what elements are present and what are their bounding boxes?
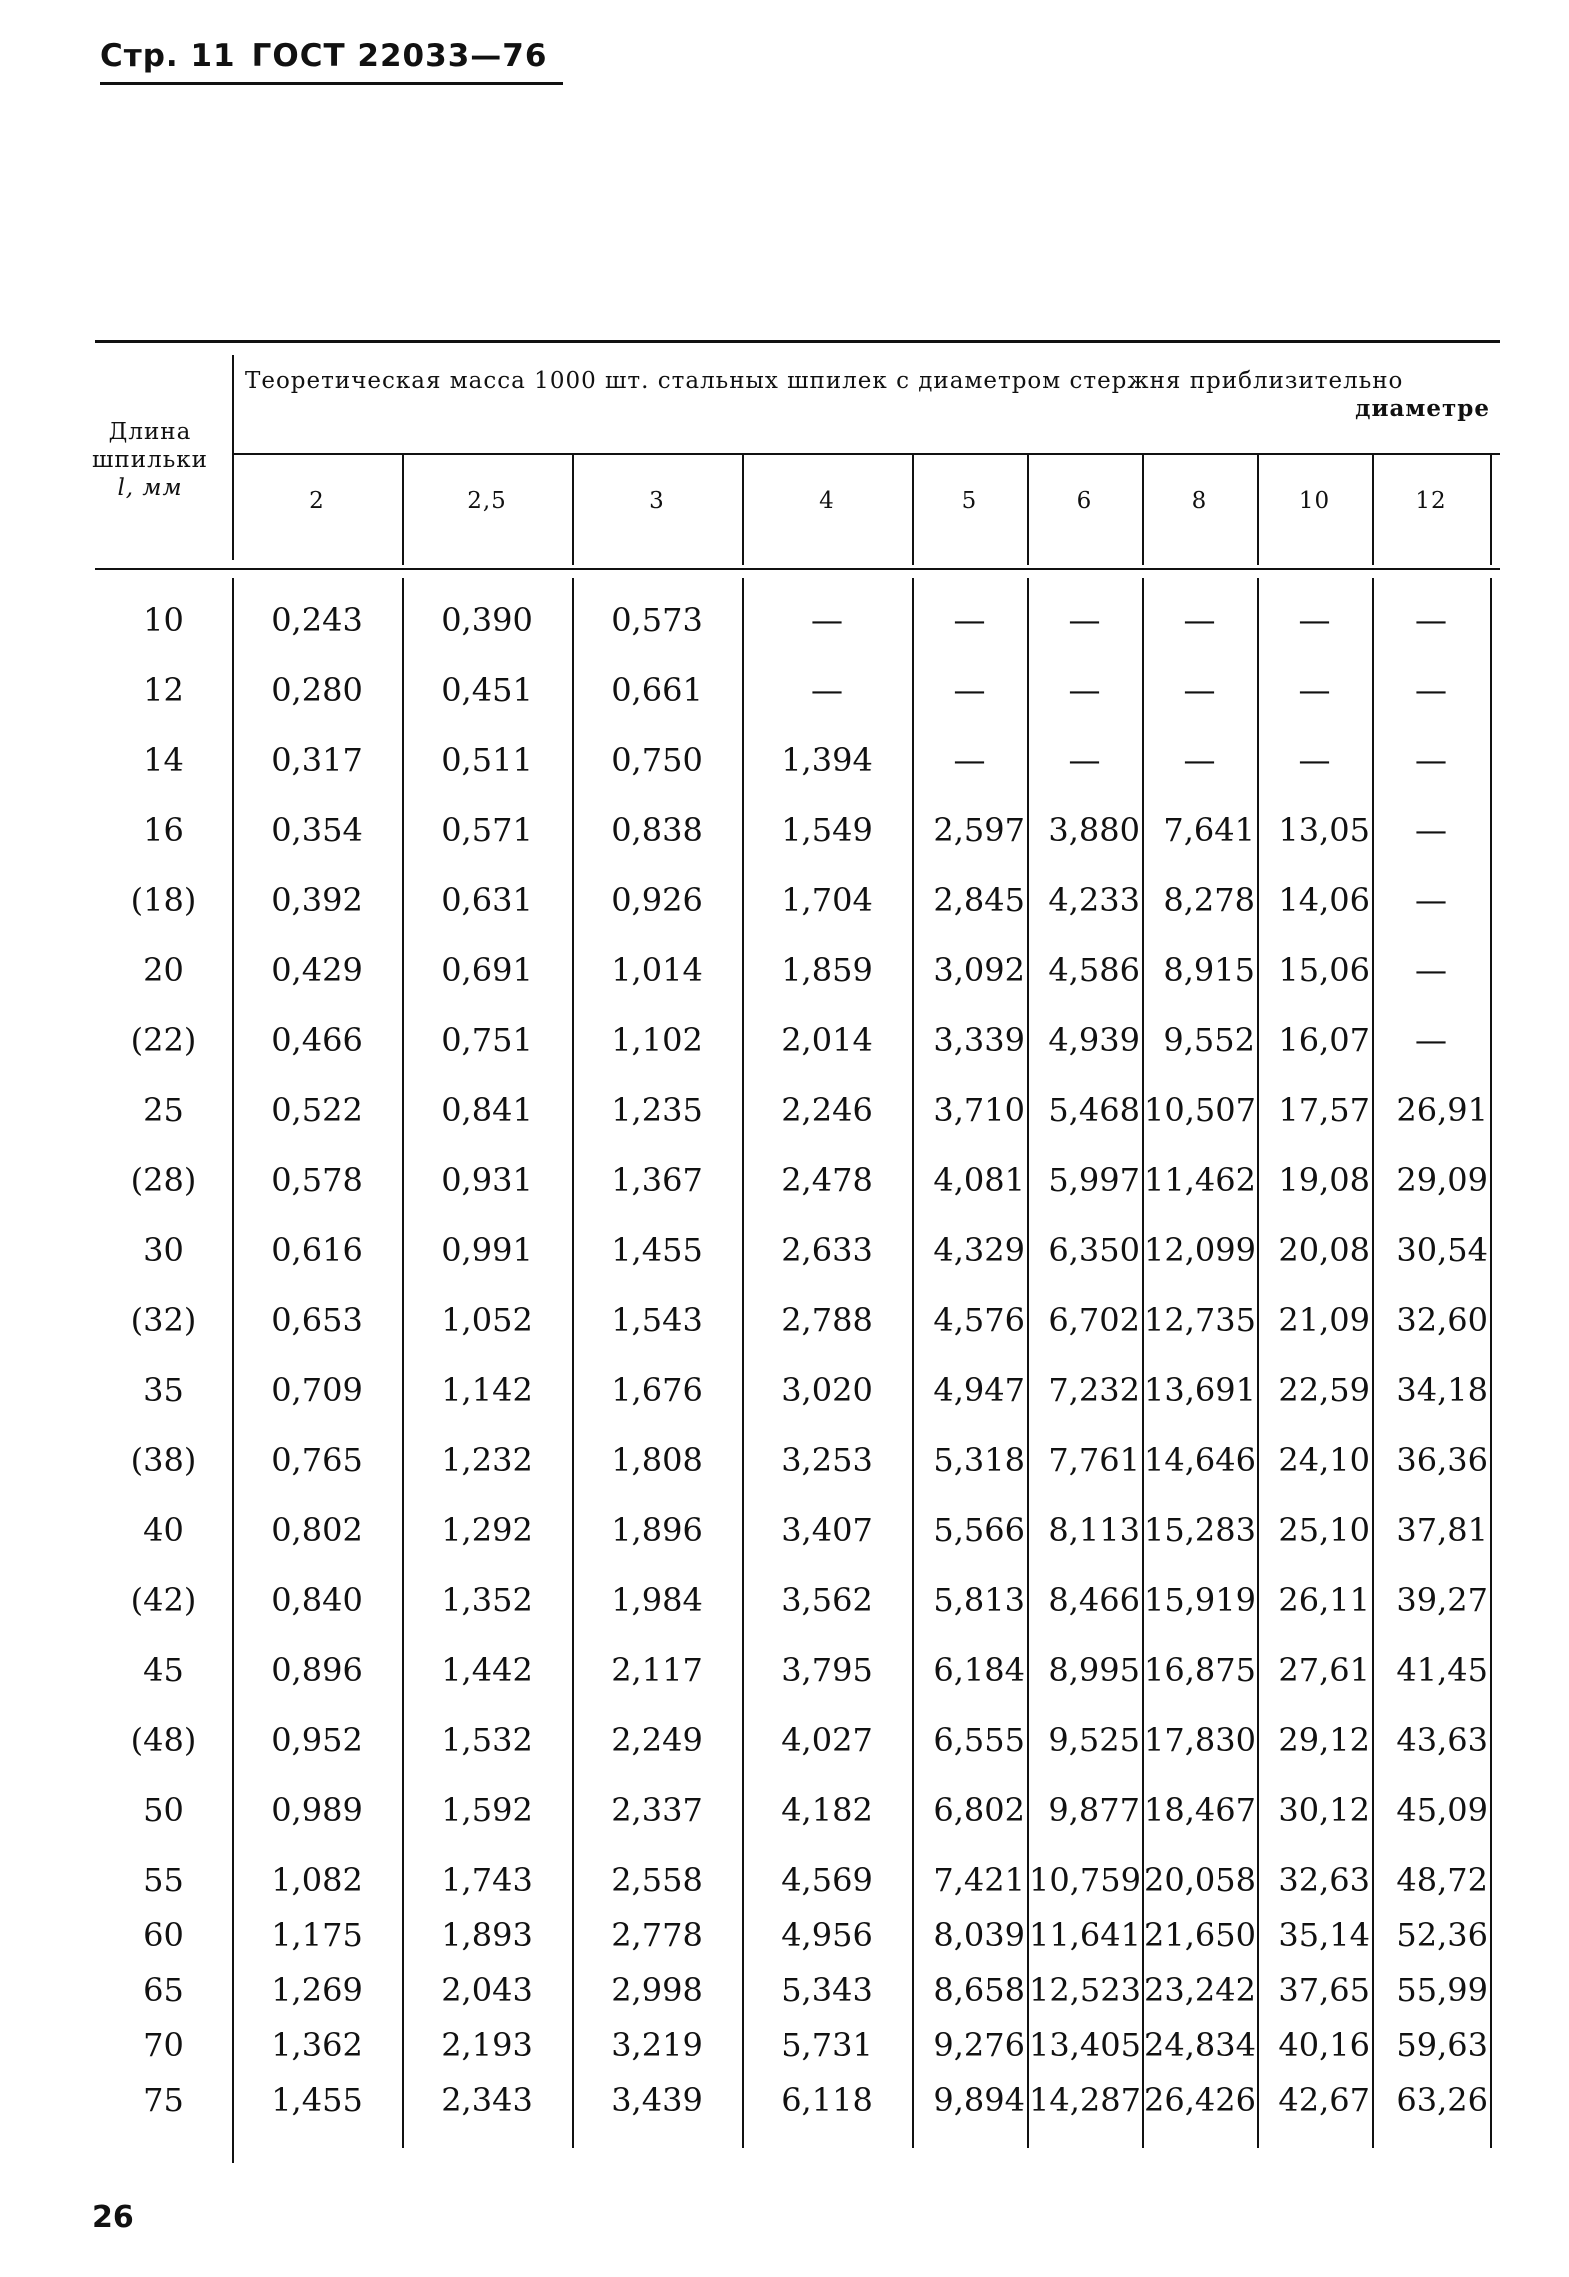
diameter-header-cell: 6 [1076,488,1093,514]
mass-cell: 25,10 [1278,1511,1370,1549]
mass-cell: — [1183,671,1216,709]
mass-cell: — [1415,1021,1447,1059]
mass-cell: — [1415,811,1447,849]
table-row [0,800,1569,860]
mass-cell: 3,020 [781,1371,873,1409]
mass-cell: 8,915 [1163,951,1255,989]
length-cell: (38) [130,1441,197,1479]
mass-cell: 1,367 [611,1161,703,1199]
mass-cell: 2,778 [611,1916,703,1954]
mass-cell: 1,175 [271,1916,363,1954]
mass-cell: 1,704 [781,881,873,919]
mass-cell: 3,880 [1048,811,1140,849]
mass-cell: 19,08 [1278,1161,1370,1199]
mass-cell: 1,014 [611,951,703,989]
mass-cell: 12,523 [1029,1971,1141,2009]
length-cell: 30 [143,1231,184,1269]
table-row [0,1150,1569,1210]
mass-cell: 0,751 [441,1021,533,1059]
table-row [0,2070,1569,2130]
table-row [0,1500,1569,1560]
mass-cell: 5,813 [933,1581,1025,1619]
mass-cell: — [1298,741,1331,779]
mass-cell: 1,102 [611,1021,703,1059]
mass-cell: 29,09 [1396,1161,1488,1199]
mass-cell: — [1415,601,1447,639]
mass-cell: 63,26 [1396,2081,1488,2119]
mass-cell: — [811,601,843,639]
length-cell: (28) [130,1161,197,1199]
mass-cell: 2,249 [611,1721,703,1759]
mass-cell: 3,339 [933,1021,1025,1059]
mass-cell: 0,511 [441,741,533,779]
mass-cell: 20,058 [1144,1861,1256,1899]
mass-cell: 14,646 [1144,1441,1256,1479]
mass-cell: 2,043 [441,1971,533,2009]
mass-cell: 2,998 [611,1971,703,2009]
mass-cell: 12,735 [1144,1301,1256,1339]
mass-cell: — [953,671,986,709]
length-cell: 75 [143,2081,184,2119]
table-row [0,1905,1569,1965]
mass-cell: 4,576 [933,1301,1025,1339]
mass-cell: 22,59 [1278,1371,1370,1409]
mass-cell: 29,12 [1278,1721,1370,1759]
mass-cell: 23,242 [1144,1971,1256,2009]
mass-cell: 0,354 [271,811,363,849]
mass-cell: 3,562 [781,1581,873,1619]
mass-cell: 17,57 [1278,1091,1370,1129]
mass-cell: 21,650 [1144,1916,1256,1954]
mass-cell: 37,65 [1278,1971,1370,2009]
mass-cell: 48,72 [1396,1861,1488,1899]
mass-cell: 0,573 [611,601,703,639]
mass-cell: 1,142 [441,1371,533,1409]
mass-cell: 2,337 [611,1791,703,1829]
mass-cell: 3,795 [781,1651,873,1689]
mass-cell: 13,405 [1029,2026,1141,2064]
mass-cell: 1,235 [611,1091,703,1129]
mass-cell: 8,113 [1048,1511,1140,1549]
mass-cell: 0,243 [271,601,363,639]
length-header-line: шпильки [92,447,208,473]
mass-cell: 6,702 [1048,1301,1140,1339]
mass-cell: 59,63 [1396,2026,1488,2064]
table-row [0,590,1569,650]
mass-cell: 0,838 [611,811,703,849]
mass-cell: 2,597 [933,811,1025,849]
length-cell: (18) [130,881,197,919]
mass-cell: 0,841 [441,1091,533,1129]
diameter-header-rule [232,453,1500,455]
mass-cell: — [1415,951,1447,989]
mass-cell: 26,426 [1144,2081,1256,2119]
standard-title: ГОСТ 22033—76 [251,38,548,74]
length-cell: 10 [143,601,184,639]
mass-cell: 13,05 [1278,811,1370,849]
mass-cell: 2,117 [611,1651,703,1689]
mass-cell: 1,676 [611,1371,703,1409]
table-row [0,1570,1569,1630]
mass-cell: 2,193 [441,2026,533,2064]
mass-cell: 1,743 [441,1861,533,1899]
mass-cell: 1,352 [441,1581,533,1619]
mass-cell: 1,896 [611,1511,703,1549]
length-header-line: Длина [108,419,192,445]
mass-cell: 0,631 [441,881,533,919]
table-row [0,1220,1569,1280]
mass-cell: — [1068,671,1101,709]
mass-cell: 0,931 [441,1161,533,1199]
length-cell: (42) [130,1581,197,1619]
length-cell: 60 [143,1916,184,1954]
mass-cell: — [1183,741,1216,779]
mass-cell: 12,099 [1144,1231,1256,1269]
mass-cell: 0,896 [271,1651,363,1689]
mass-cell: 9,525 [1048,1721,1140,1759]
mass-cell: 1,549 [781,811,873,849]
mass-cell: 8,466 [1048,1581,1140,1619]
table-row [0,660,1569,720]
mass-cell: 4,569 [781,1861,873,1899]
table-row [0,1080,1569,1140]
mass-cell: 1,543 [611,1301,703,1339]
mass-cell: 6,184 [933,1651,1025,1689]
mass-cell: 2,845 [933,881,1025,919]
mass-cell: 1,082 [271,1861,363,1899]
table-row [0,1010,1569,1070]
mass-cell: 0,429 [271,951,363,989]
mass-cell: 4,947 [933,1371,1025,1409]
mass-cell: 14,287 [1029,2081,1141,2119]
mass-cell: 24,10 [1278,1441,1370,1479]
mass-cell: 1,052 [441,1301,533,1339]
length-cell: (22) [130,1021,197,1059]
mass-cell: — [1298,671,1331,709]
table-row [0,940,1569,1000]
mass-cell: 3,092 [933,951,1025,989]
mass-cell: 4,329 [933,1231,1025,1269]
mass-cell: — [1415,741,1447,779]
mass-cell: 2,788 [781,1301,873,1339]
length-cell: 14 [143,741,184,779]
mass-cell: 35,14 [1278,1916,1370,1954]
mass-cell: 55,99 [1396,1971,1488,2009]
mass-cell: 7,641 [1163,811,1255,849]
length-cell: 40 [143,1511,184,1549]
mass-cell: 2,558 [611,1861,703,1899]
mass-cell: 6,350 [1048,1231,1140,1269]
mass-cell: 5,318 [933,1441,1025,1479]
length-header-line: l, мм [117,475,183,501]
mass-cell: 37,81 [1396,1511,1488,1549]
mass-cell: 1,592 [441,1791,533,1829]
mass-cell: 5,566 [933,1511,1025,1549]
table-row [0,1640,1569,1700]
mass-cell: 4,027 [781,1721,873,1759]
mass-cell: — [953,741,986,779]
mass-cell: 0,952 [271,1721,363,1759]
length-cell: 16 [143,811,184,849]
mass-cell: 0,522 [271,1091,363,1129]
mass-cell: 10,759 [1029,1861,1141,1899]
mass-cell: 8,995 [1048,1651,1140,1689]
mass-cell: 1,394 [781,741,873,779]
mass-cell: 15,06 [1278,951,1370,989]
mass-cell: 41,45 [1396,1651,1488,1689]
table-row [0,1360,1569,1420]
mass-cell: 30,12 [1278,1791,1370,1829]
mass-cell: 0,392 [271,881,363,919]
mass-cell: 0,765 [271,1441,363,1479]
mass-cell: 32,60 [1396,1301,1488,1339]
mass-cell: 1,859 [781,951,873,989]
mass-cell: 8,658 [933,1971,1025,2009]
mass-cell: 11,462 [1144,1161,1256,1199]
mass-cell: 1,442 [441,1651,533,1689]
mass-cell: 4,081 [933,1161,1025,1199]
mass-cell: 2,014 [781,1021,873,1059]
mass-cell: 8,039 [933,1916,1025,1954]
mass-cell: 4,939 [1048,1021,1140,1059]
diameter-header-cell: 10 [1298,488,1331,514]
mass-cell: 1,362 [271,2026,363,2064]
page-header [100,38,563,85]
table-row [0,1960,1569,2020]
mass-cell: 0,571 [441,811,533,849]
page-label: Стр. 11 [100,38,236,74]
mass-cell: 27,61 [1278,1651,1370,1689]
mass-cell: 17,830 [1144,1721,1256,1759]
length-cell: 70 [143,2026,184,2064]
mass-cell: 9,552 [1163,1021,1255,1059]
mass-cell: 26,91 [1396,1091,1488,1129]
diameter-header-cell: 2,5 [467,488,507,514]
mass-cell: 16,875 [1144,1651,1256,1689]
mass-cell: — [1415,671,1447,709]
mass-cell: — [1183,601,1216,639]
mass-cell: 3,710 [933,1091,1025,1129]
mass-cell: 0,926 [611,881,703,919]
mass-cell: 1,455 [271,2081,363,2119]
table-row [0,1780,1569,1840]
mass-cell: 3,253 [781,1441,873,1479]
mass-cell: 24,834 [1144,2026,1256,2064]
mass-cell: 0,466 [271,1021,363,1059]
mass-cell: 0,661 [611,671,703,709]
mass-cell: 5,997 [1048,1161,1140,1199]
mass-cell: 0,989 [271,1791,363,1829]
length-column-header [70,418,230,502]
mass-cell: 13,691 [1144,1371,1256,1409]
table-top-rule [95,340,1500,343]
mass-cell: — [811,671,843,709]
mass-cell: 2,633 [781,1231,873,1269]
mass-cell: 1,292 [441,1511,533,1549]
diameter-header-cell: 4 [819,488,835,514]
mass-cell: 9,894 [933,2081,1025,2119]
mass-cell: 9,276 [933,2026,1025,2064]
mass-header-cont: диаметре [1355,395,1490,422]
diameter-header-cell: 2 [309,488,325,514]
mass-cell: 11,641 [1029,1916,1141,1954]
mass-cell: 0,317 [271,741,363,779]
mass-cell: — [1068,601,1101,639]
mass-cell: 1,532 [441,1721,533,1759]
mass-cell: 7,421 [933,1861,1025,1899]
mass-cell: 0,750 [611,741,703,779]
mass-cell: 5,731 [781,2026,873,2064]
mass-cell: 26,11 [1278,1581,1370,1619]
mass-cell: 1,455 [611,1231,703,1269]
table-row [0,870,1569,930]
mass-cell: 15,283 [1144,1511,1256,1549]
mass-cell: 20,08 [1278,1231,1370,1269]
mass-cell: 0,578 [271,1161,363,1199]
table-row [0,1850,1569,1910]
mass-cell: 4,182 [781,1791,873,1829]
mass-cell: 43,63 [1396,1721,1488,1759]
mass-cell: 1,269 [271,1971,363,2009]
mass-cell: 3,407 [781,1511,873,1549]
diameter-header-cell: 8 [1191,488,1208,514]
column-line [232,355,234,560]
length-cell: 20 [143,951,184,989]
mass-cell: 6,118 [781,2081,873,2119]
table-row [0,1430,1569,1490]
mass-cell: — [1415,881,1447,919]
mass-cell: 0,616 [271,1231,363,1269]
mass-cell: 2,478 [781,1161,873,1199]
mass-cell: 0,840 [271,1581,363,1619]
table-row [0,2015,1569,2075]
mass-cell: 0,653 [271,1301,363,1339]
mass-cell: 0,991 [441,1231,533,1269]
mass-cell: 0,691 [441,951,533,989]
mass-cell: 1,808 [611,1441,703,1479]
mass-cell: 8,278 [1163,881,1255,919]
length-cell: 55 [143,1861,184,1899]
mass-cell: 0,709 [271,1371,363,1409]
mass-cell: 18,467 [1144,1791,1256,1829]
mass-cell: 40,16 [1278,2026,1370,2064]
length-cell: 35 [143,1371,184,1409]
mass-cell: — [953,601,986,639]
length-cell: 65 [143,1971,184,2009]
column-line [1490,453,1492,565]
mass-cell: 32,63 [1278,1861,1370,1899]
length-cell: 50 [143,1791,184,1829]
mass-cell: 6,802 [933,1791,1025,1829]
mass-cell: 0,390 [441,601,533,639]
length-cell: (48) [130,1721,197,1759]
mass-cell: 16,07 [1278,1021,1370,1059]
mass-cell: 45,09 [1396,1791,1488,1829]
mass-cell: 36,36 [1396,1441,1488,1479]
mass-cell: 39,27 [1396,1581,1488,1619]
mass-cell: 1,893 [441,1916,533,1954]
page-number: 26 [92,2200,134,2235]
mass-cell: 10,507 [1144,1091,1256,1129]
mass-cell: 2,246 [781,1091,873,1129]
diameter-header-cell: 3 [649,488,665,514]
mass-cell: 4,586 [1048,951,1140,989]
mass-cell: — [1298,601,1331,639]
mass-cell: 3,439 [611,2081,703,2119]
mass-cell: 0,280 [271,671,363,709]
diameter-header-cell: 12 [1415,488,1447,514]
mass-header [245,368,1510,422]
length-cell: 25 [143,1091,184,1129]
mass-cell: 1,984 [611,1581,703,1619]
mass-cell: 1,232 [441,1441,533,1479]
mass-cell: 9,877 [1048,1791,1140,1829]
mass-cell: 21,09 [1278,1301,1370,1339]
mass-cell: 0,451 [441,671,533,709]
mass-cell: 34,18 [1396,1371,1488,1409]
mass-cell: 5,468 [1048,1091,1140,1129]
mass-cell: 3,219 [611,2026,703,2064]
mass-header-text: Теоретическая масса 1000 шт. стальных шпилек с диаметром стержня приблизительно [245,368,1404,394]
mass-cell: 15,919 [1144,1581,1256,1619]
mass-cell: 2,343 [441,2081,533,2119]
mass-cell: 4,956 [781,1916,873,1954]
table-header-rule [95,568,1500,570]
diameter-header-cell: 5 [961,488,978,514]
length-cell: 12 [143,671,184,709]
table-row [0,730,1569,790]
mass-cell: 5,343 [781,1971,873,2009]
mass-cell: 7,761 [1048,1441,1140,1479]
mass-cell: 0,802 [271,1511,363,1549]
mass-cell: — [1068,741,1101,779]
mass-cell: 14,06 [1278,881,1370,919]
mass-cell: 30,54 [1396,1231,1488,1269]
mass-cell: 52,36 [1396,1916,1488,1954]
mass-cell: 4,233 [1048,881,1140,919]
mass-cell: 6,555 [933,1721,1025,1759]
mass-cell: 42,67 [1278,2081,1370,2119]
table-row [0,1710,1569,1770]
length-cell: 45 [143,1651,184,1689]
mass-cell: 7,232 [1048,1371,1140,1409]
length-cell: (32) [130,1301,197,1339]
table-row [0,1290,1569,1350]
